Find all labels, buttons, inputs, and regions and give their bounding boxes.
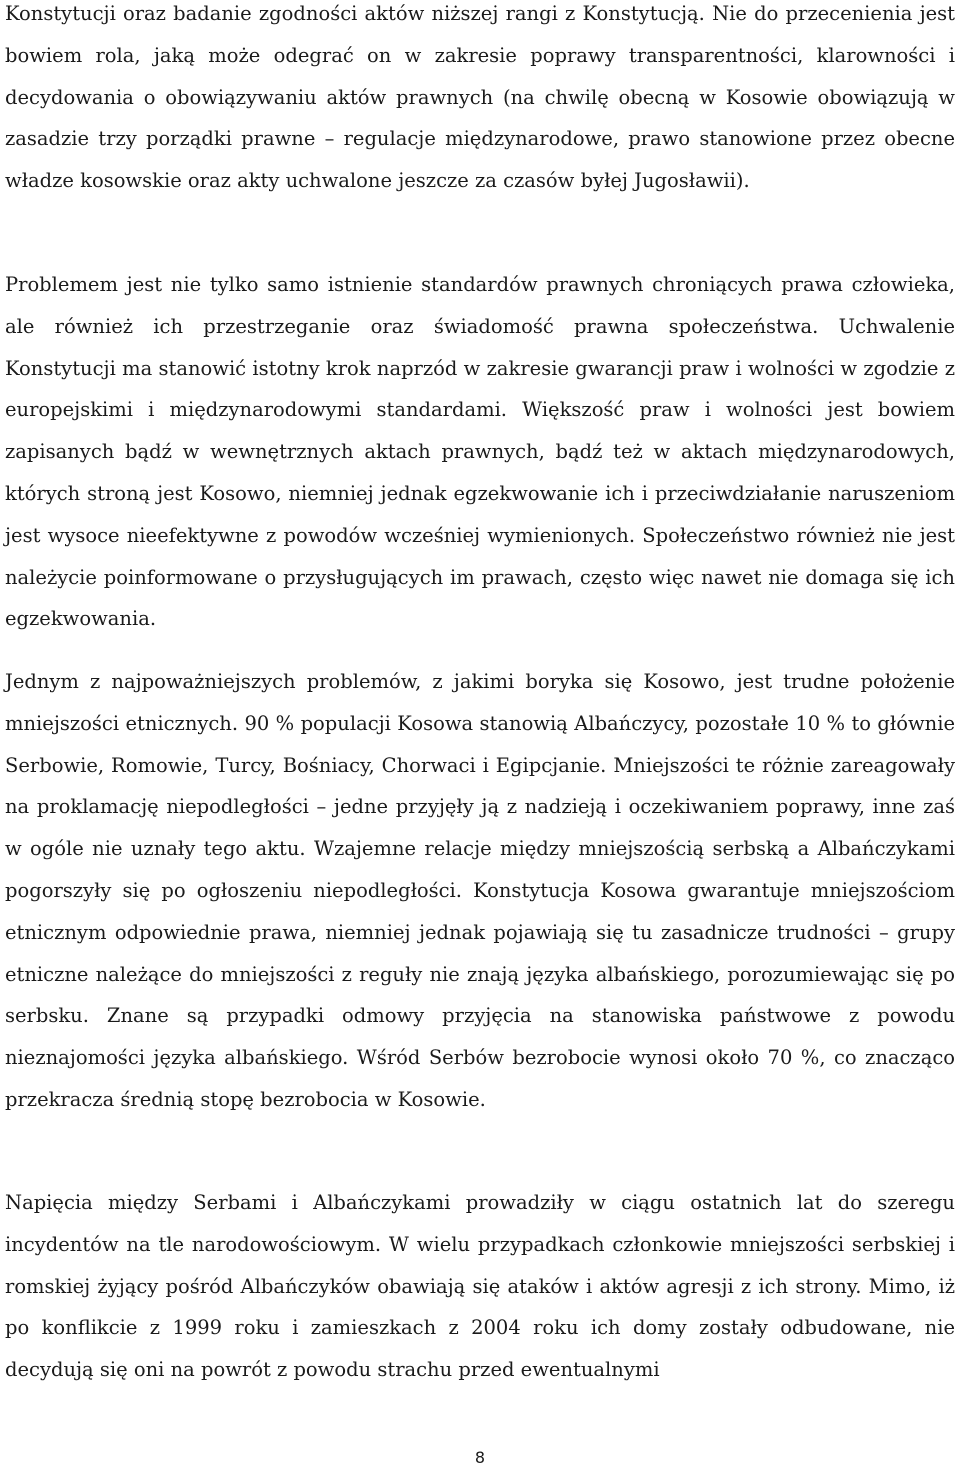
paragraph-2: Problemem jest nie tylko samo istnienie standardów prawnych chroniących prawa człowieka, ale również ich przestrzeganie oraz świadomość prawna społeczeństwa. Uchwalenie Konstytucji ma stanowić istotny krok naprzód w zakresie gwarancji praw i wolności w zgodzie z europejskimi i międzynarodowymi standardami. Większość praw i wolności jest bowiem zapisanych bądź w wewnętrznych aktach prawnych, bądź też w aktach międzynarodowych, których stroną jest Kosowo, niemniej jednak egzekwowanie ich i przeciwdziałanie naruszeniom jest wysoce nieefektywne z powodów wcześniej wymienionych. Społeczeństwo również nie jest należycie poinformowane o przysługujących im prawach, często więc nawet nie domaga się ich egzekwowania.	[5, 273, 955, 631]
paragraph-1: Konstytucji oraz badanie zgodności aktów niższej rangi z Konstytucją. Nie do przecenienia jest bowiem rola, jaką może odegrać on w zakresie poprawy transparentności, klarowności i decydowania o obowiązywaniu aktów prawnych (na chwilę obecną w Kosowie obowiązują w zasadzie trzy porządki prawne – regulacje międzynarodowe, prawo stanowione przez obecne władze kosowskie oraz akty uchwalone jeszcze za czasów byłej Jugosławii).	[5, 2, 955, 193]
paragraph-4: Napięcia między Serbami i Albańczykami prowadziły w ciągu ostatnich lat do szeregu incydentów na tle narodowościowym. W wielu przypadkach członkowie mniejszości serbskiej i romskiej żyjący pośród Albańczyków obawiają się ataków i aktów agresji z ich strony. Mimo, iż po konflikcie z 1999 roku i zamieszkach z 2004 roku ich domy zostały odbudowane, nie decydują się oni na powrót z powodu strachu przed ewentualnymi	[5, 1191, 955, 1382]
paragraph-3: Jednym z najpoważniejszych problemów, z jakimi boryka się Kosowo, jest trudne położenie mniejszości etnicznych. 90 % populacji Kosowa stanowią Albańczycy, pozostałe 10 % to głównie Serbowie, Romowie, Turcy, Bośniacy, Chorwaci i Egipcjanie. Mniejszości te różnie zareagowały na proklamację niepodległości – jedne przyjęły ją z nadzieją i oczekiwaniem poprawy, inne zaś w ogóle nie uznały tego aktu. Wzajemne relacje między mniejszością serbską a Albańczykami pogorszyły się po ogłoszeniu niepodległości. Konstytucja Kosowa gwarantuje mniejszościom etnicznym odpowiednie prawa, niemniej jednak pojawiają się tu zasadnicze trudności – grupy etniczne należące do mniejszości z reguły nie znają języka albańskiego, porozumiewając się po serbsku. Znane są przypadki odmowy przyjęcia na stanowiska państwowe z powodu nieznajomości języka albańskiego. Wśród Serbów bezrobocie wynosi około 70 %, co znacząco przekracza średnią stopę bezrobocia w Kosowie.	[5, 670, 955, 1111]
page-number: 8	[474, 1448, 486, 1467]
